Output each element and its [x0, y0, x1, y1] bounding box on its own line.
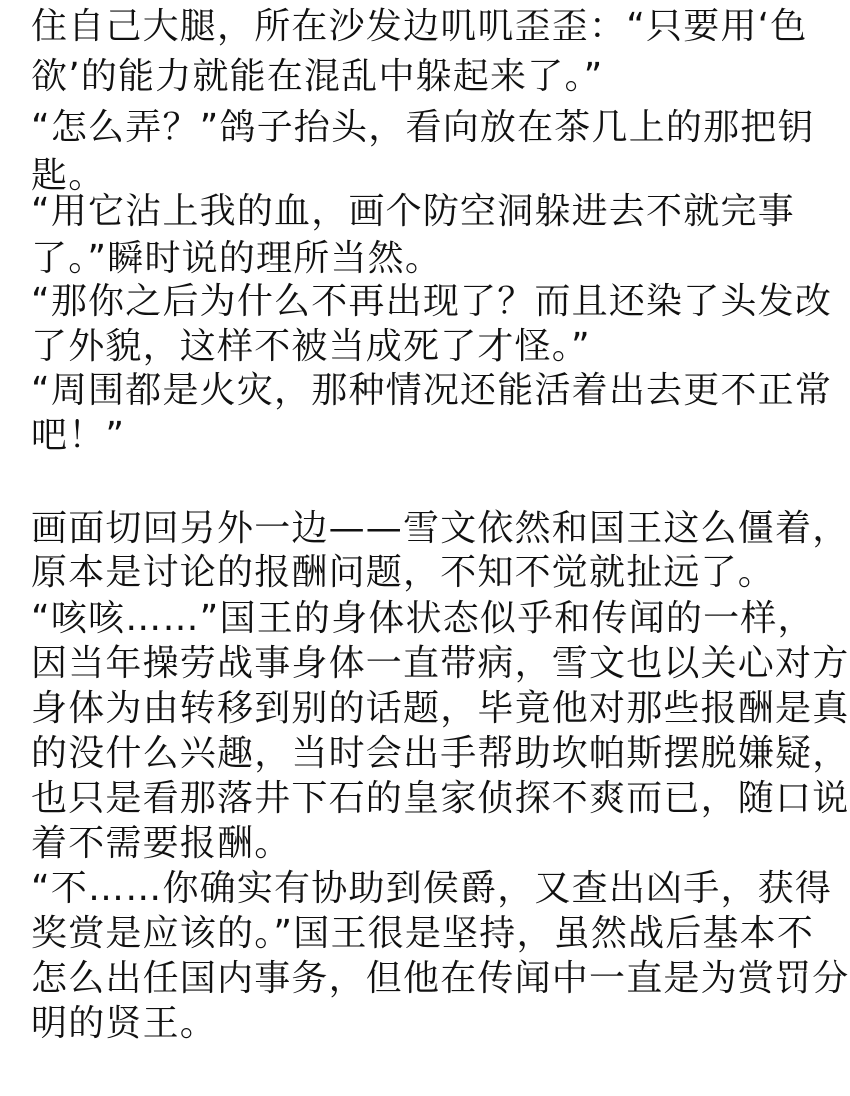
text-line: 奖赏是应该的。”国王很是坚持，虽然战后基本不: [31, 913, 815, 954]
text-line: 因当年操劳战事身体一直带病，雪文也以关心对方: [31, 643, 850, 684]
text-line: 住自己大腿，所在沙发边叽叽歪歪：“只要用‘色: [31, 6, 808, 47]
text-line: 吧！”: [31, 415, 126, 456]
text-line: 欲’的能力就能在混乱中躲起来了。”: [31, 56, 604, 97]
text-line: 的没什么兴趣，当时会出手帮助坎帕斯摆脱嫌疑，: [31, 733, 850, 774]
text-line: 身体为由转移到别的话题，毕竟他对那些报酬是真: [31, 688, 850, 729]
text-line: 画面切回另外一边——雪文依然和国王这么僵着，: [31, 508, 850, 549]
text-line: 也只是看那落井下石的皇家侦探不爽而已，随口说: [31, 778, 850, 819]
text-line: 匙。: [31, 155, 106, 196]
text-line: “用它沾上我的血，画个防空洞躲进去不就完事: [31, 191, 795, 232]
text-line: “怎么弄？”鸽子抬头，看向放在茶几上的那把钥: [31, 107, 815, 148]
text-line: 原本是讨论的报酬问题，不知不觉就扯远了。: [31, 552, 776, 593]
text-line: “咳咳……”国王的身体状态似乎和传闻的一样，: [31, 598, 815, 639]
text-line: 了。”瞬时说的理所当然。: [31, 238, 443, 279]
text-line: “不……你确实有协助到侯爵，又查出凶手，获得: [31, 868, 833, 909]
text-line: 了外貌，这样不被当成死了才怪。”: [31, 326, 591, 367]
text-line: 明的贤王。: [31, 1003, 218, 1044]
text-line: 怎么出任国内事务，但他在传闻中一直是为赏罚分: [31, 958, 850, 999]
text-line: “周围都是火灾，那种情况还能活着出去更不正常: [31, 370, 833, 411]
text-line: 着不需要报酬。: [31, 823, 292, 864]
text-line: “那你之后为什么不再出现了？而且还染了头发改: [31, 281, 833, 322]
